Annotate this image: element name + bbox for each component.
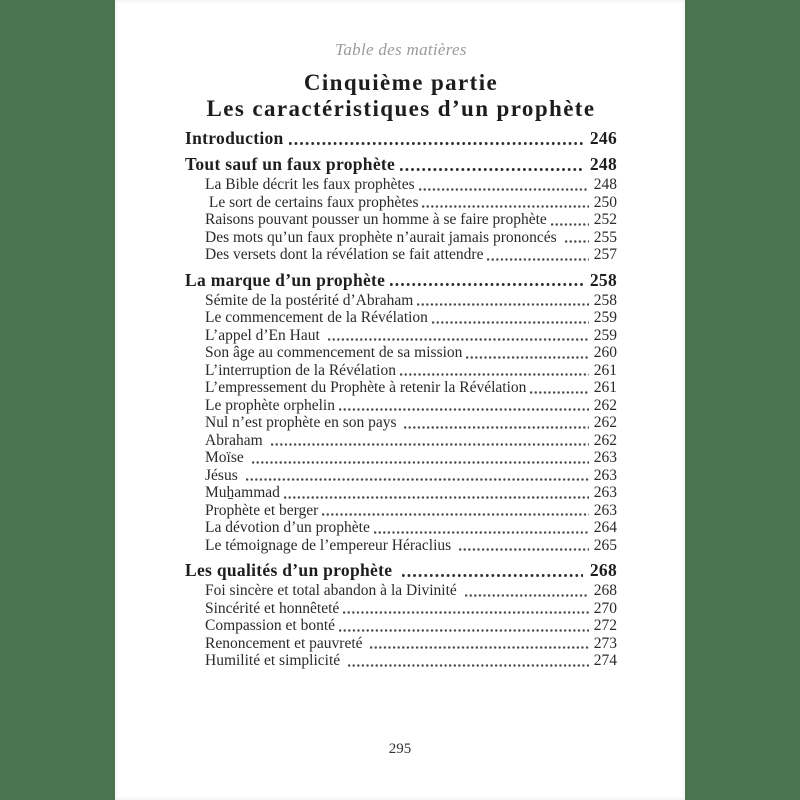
toc-entry-page-number: 265 [593, 536, 617, 554]
toc-entry-label: Renoncement et pauvreté [205, 634, 367, 652]
toc-entry-label: Sémite de la postérité d’Abraham [205, 291, 414, 309]
dot-leader [402, 574, 583, 577]
toc-entry-page-number: 261 [593, 361, 617, 379]
toc-entry-label: L’appel d’En Haut [205, 326, 324, 344]
toc-entry-page-number: 263 [593, 449, 617, 466]
dot-leader [374, 531, 589, 534]
toc-entry-label: Prophète et berger [205, 501, 319, 519]
toc-entry-label: Introduction [185, 128, 284, 148]
toc-entry-page-number: 264 [593, 519, 617, 536]
toc-entry-label: Sincérité et honnêteté [205, 599, 340, 617]
toc-entry-label: L’interruption de la Révélation [205, 361, 396, 379]
toc-entry-label: Son âge au commencement de sa mission [205, 344, 463, 361]
toc-entry [185, 246, 617, 264]
toc-entry-label: La Bible décrit les faux prophètes [205, 176, 415, 193]
toc-entry [185, 617, 617, 635]
toc-entry-label: Les qualités d’un prophète [185, 560, 397, 580]
toc-entry [185, 327, 617, 345]
toc-entry [185, 379, 617, 397]
toc-entry-label: Le témoignage de l’empereur Héraclius [205, 536, 456, 554]
dot-leader [432, 321, 589, 324]
dot-leader [530, 391, 588, 394]
toc-entry [185, 467, 617, 485]
toc-entry-page-number: 263 [593, 484, 617, 501]
toc-entry-page-number: 259 [593, 326, 617, 344]
dot-leader [459, 548, 589, 551]
toc-entry-label: Nul n’est prophète en son pays [205, 414, 401, 431]
dot-leader [339, 629, 589, 632]
dot-leader [348, 664, 589, 667]
toc-entry-page-number: 262 [593, 414, 617, 431]
toc-entry-label: Le commencement de la Révélation [205, 309, 428, 326]
toc-entry-label: La dévotion d’un prophète [205, 519, 370, 536]
dot-leader [400, 168, 583, 171]
toc-entry [185, 537, 617, 555]
toc-entry-page-number: 274 [593, 652, 617, 669]
dot-leader [246, 478, 589, 481]
toc-entry-page-number: 248 [589, 154, 617, 174]
toc-entry [185, 176, 617, 194]
toc-entry [185, 211, 617, 229]
toc-entry [185, 344, 617, 362]
toc-entry-label: La marque d’un prophète [185, 269, 386, 290]
toc-entry [185, 652, 617, 670]
toc-entry-label: Tout sauf un faux prophète [185, 154, 396, 174]
toc-entry-label: Foi sincère et total abandon à la Divinité [205, 582, 461, 599]
toc-entry [185, 502, 617, 520]
dot-leader [419, 188, 589, 191]
dot-leader [422, 205, 588, 208]
toc-entry-label: Jésus [205, 466, 242, 484]
dot-leader [417, 303, 588, 306]
toc-entry [185, 362, 617, 380]
toc-entry-page-number: 270 [593, 599, 617, 617]
toc-entry-page-number: 250 [593, 193, 617, 211]
toc-entry-label: Des versets dont la révélation se fait attendre [205, 246, 484, 263]
dot-leader [551, 223, 589, 226]
dot-leader [343, 611, 588, 614]
dot-leader [565, 240, 589, 243]
toc-entry [185, 271, 617, 290]
dot-leader [390, 283, 583, 286]
toc-entry-label: Abraham [205, 431, 267, 449]
toc-entry-page-number: 260 [593, 344, 617, 361]
part-title-line2: Les caractéristiques d’un prophète [206, 96, 596, 121]
toc-entry-page-number: 262 [593, 396, 617, 414]
toc-entry [185, 449, 617, 467]
toc-entry-page-number: 246 [589, 128, 617, 148]
toc-entry-page-number: 258 [589, 269, 617, 290]
dot-leader [370, 646, 588, 649]
toc-entry [185, 155, 617, 174]
dot-leader [400, 373, 589, 376]
toc-entry [185, 561, 617, 580]
toc-entry [185, 129, 617, 148]
toc-entry-page-number: 263 [593, 466, 617, 484]
dot-leader [404, 426, 588, 429]
dot-leader [339, 408, 589, 411]
toc-entry-label: Compassion et bonté [205, 617, 336, 634]
toc-entry-label: Humilité et simplicité [205, 652, 345, 669]
toc-entry-page-number: 257 [593, 246, 617, 263]
toc-entry [185, 309, 617, 327]
toc-entry-page-number: 252 [593, 211, 617, 228]
toc-entry [185, 292, 617, 310]
toc-entry-page-number: 263 [593, 501, 617, 519]
dot-leader [322, 513, 588, 516]
toc-entry-page-number: 273 [593, 634, 617, 652]
toc-entry-page-number: 258 [593, 291, 617, 309]
toc-entry-label: Des mots qu’un faux prophète n’aurait jamais prononcés [205, 228, 561, 246]
dot-leader [271, 443, 589, 446]
toc-entry-page-number: 268 [593, 582, 617, 599]
toc-entry-page-number: 272 [593, 617, 617, 634]
book-page [115, 0, 685, 800]
dot-leader [328, 338, 589, 341]
toc-entry-label: Le prophète orphelin [205, 396, 335, 414]
dot-leader [465, 594, 589, 597]
toc-entry [185, 229, 617, 247]
toc-entry [185, 432, 617, 450]
toc-entry-page-number: 261 [593, 379, 617, 396]
toc-entry [185, 582, 617, 600]
toc-entry-page-number: 255 [593, 228, 617, 246]
part-title-line1: Cinquième partie [303, 70, 499, 95]
dot-leader [252, 461, 589, 464]
dot-leader [289, 142, 583, 145]
toc-entry [185, 194, 617, 212]
toc-entry [185, 484, 617, 502]
running-head: Table des matières [335, 40, 467, 59]
toc-entry-label: Le sort de certains faux prophètes [205, 193, 419, 211]
part-title [185, 70, 617, 122]
toc-entry-label: Muẖammad [205, 484, 280, 501]
toc-entry-page-number: 259 [593, 309, 617, 326]
toc-entry [185, 600, 617, 618]
toc-entry [185, 635, 617, 653]
folio-page-number: 295 [388, 741, 412, 757]
toc-list [185, 129, 617, 670]
toc-entry-page-number: 248 [593, 176, 617, 193]
toc-entry [185, 519, 617, 537]
toc-entry [185, 397, 617, 415]
toc-entry-label: Moïse [205, 449, 248, 466]
toc-entry-page-number: 262 [593, 431, 617, 449]
toc-entry-label: L’empressement du Prophète à retenir la Révélation [205, 379, 527, 396]
toc-entry-label: Raisons pouvant pousser un homme à se faire prophète [205, 211, 547, 228]
dot-leader [487, 258, 588, 261]
toc-entry-page-number: 268 [589, 560, 617, 580]
dot-leader [284, 496, 589, 499]
dot-leader [466, 356, 588, 359]
toc-entry [185, 414, 617, 432]
